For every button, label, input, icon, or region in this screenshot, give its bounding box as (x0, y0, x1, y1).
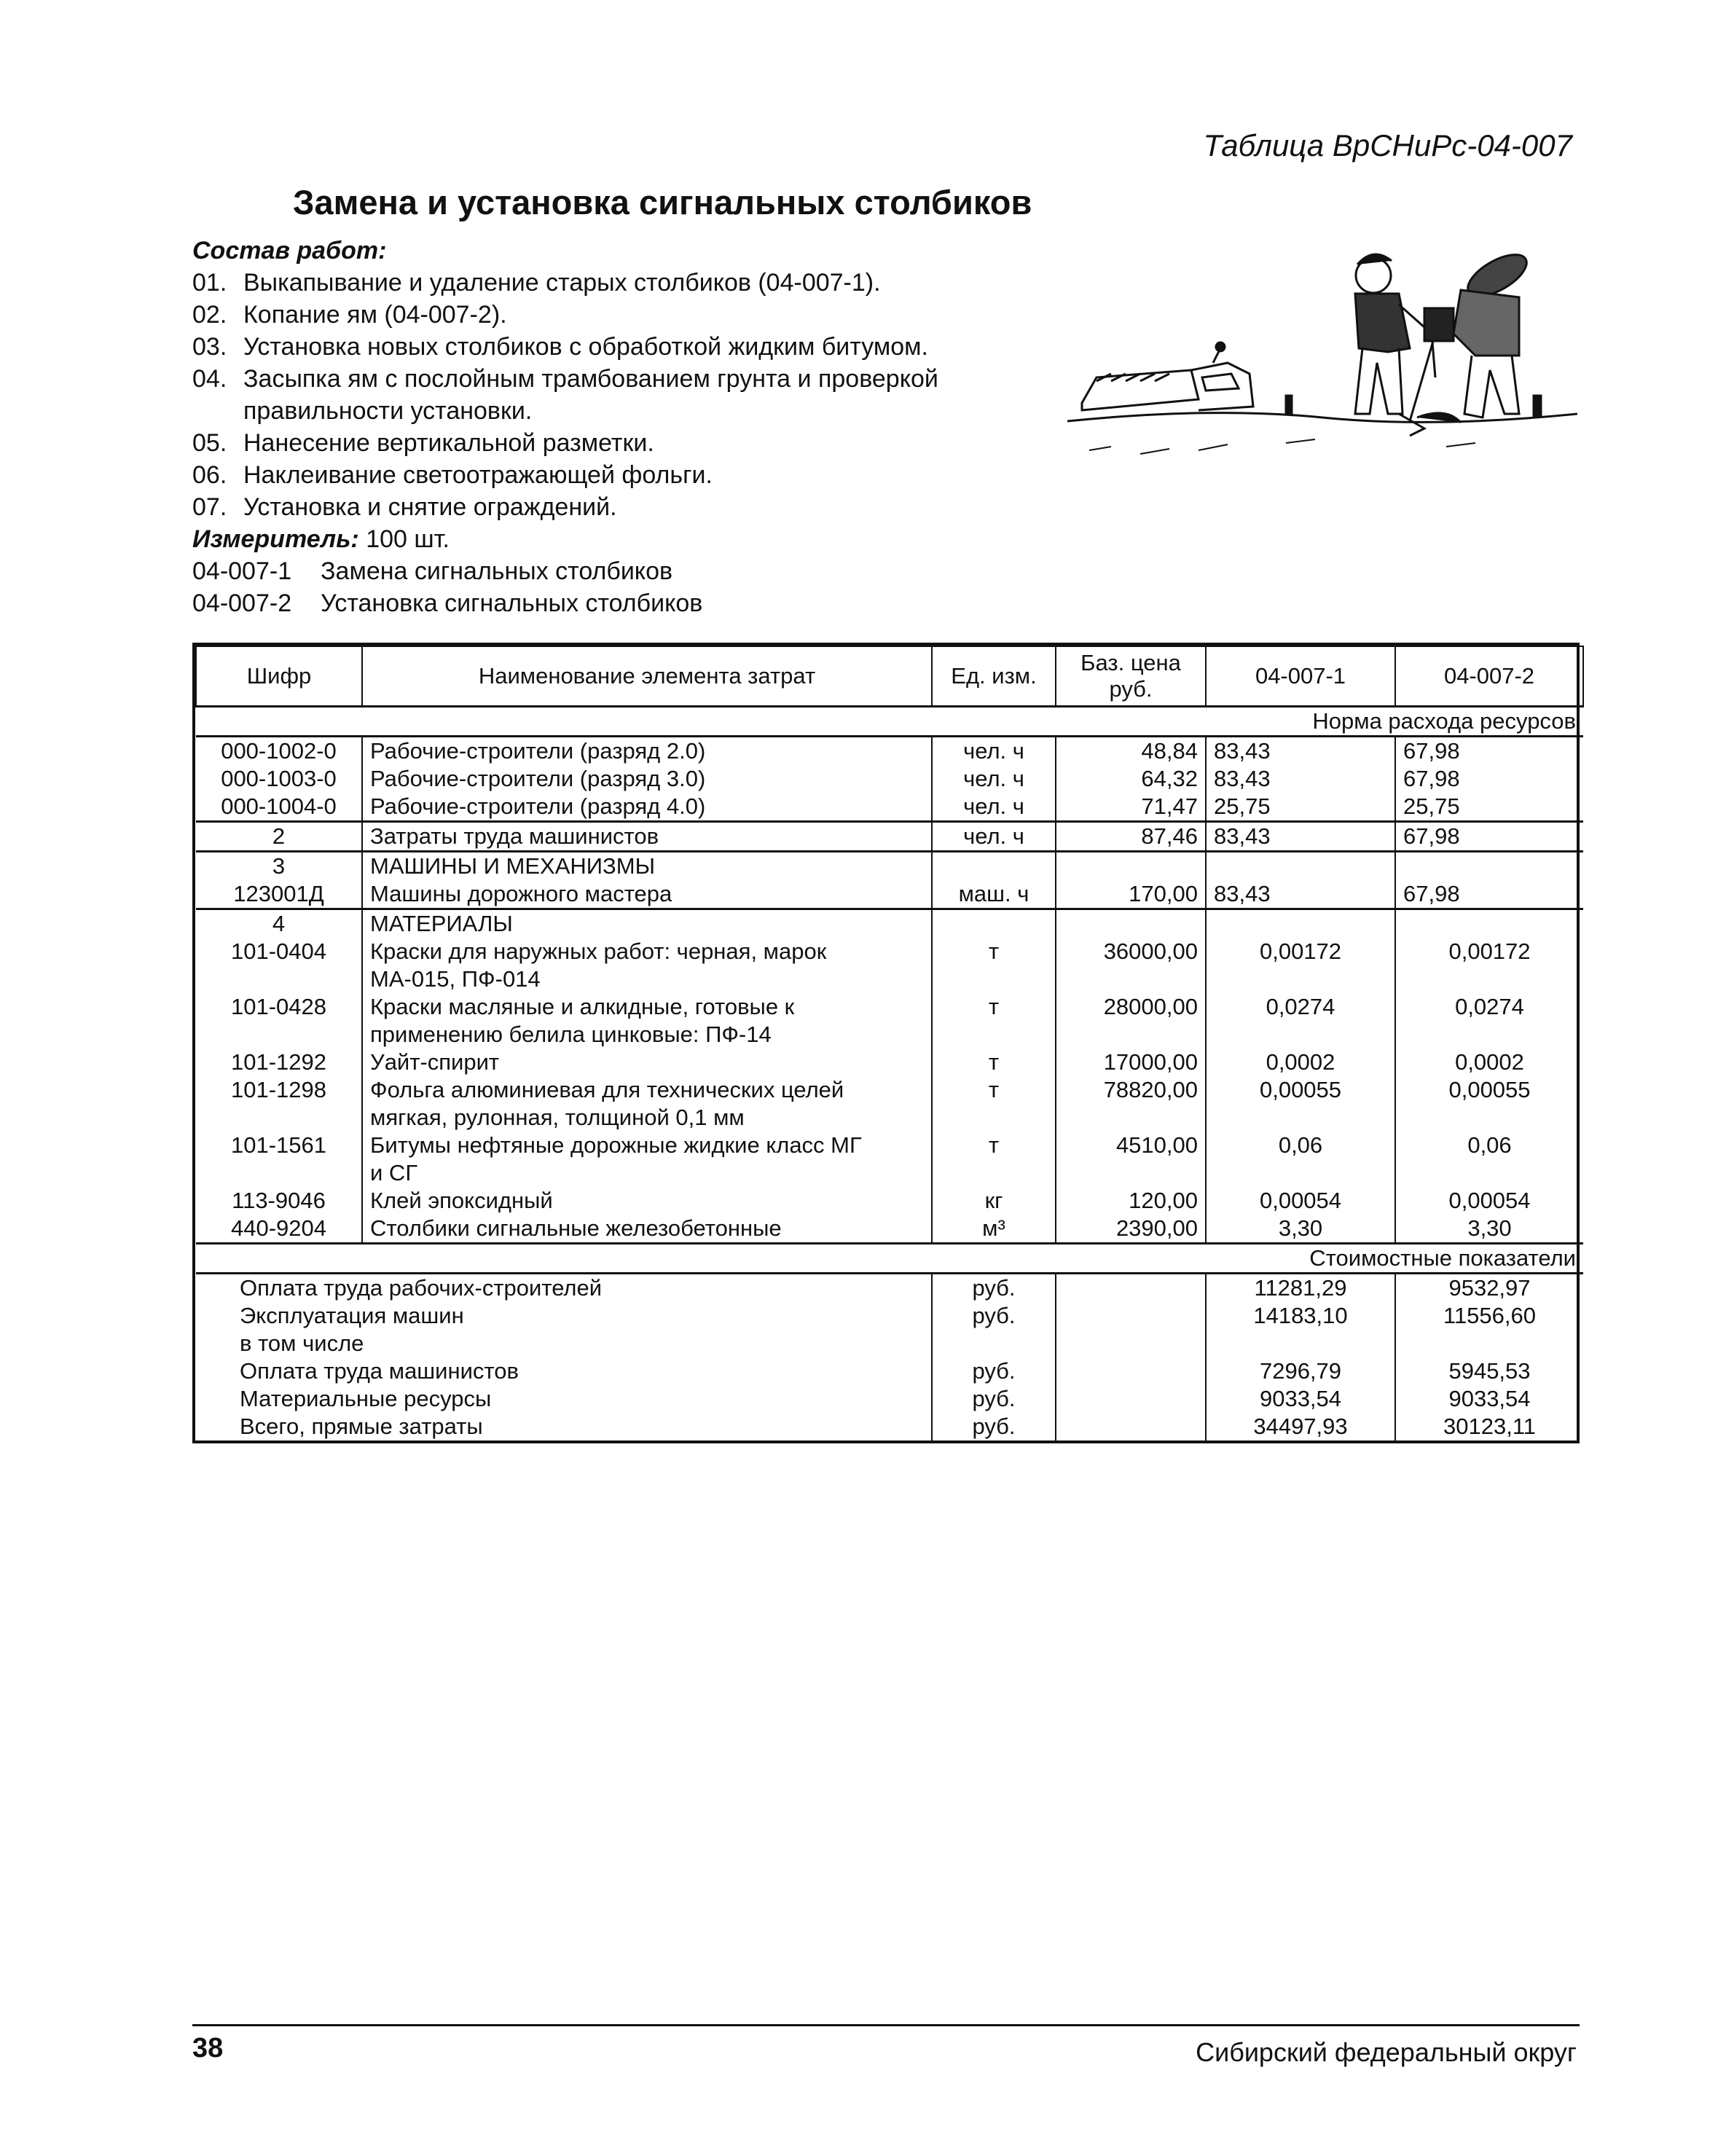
work-item (192, 427, 938, 459)
material-row (196, 1132, 1583, 1187)
row-name-line1: Клей эпоксидный (370, 1188, 553, 1213)
cost-row (196, 1357, 1583, 1385)
row-name-line1: Машины дорожного мастера (370, 881, 672, 906)
row-code: 000-1004-0 (221, 793, 337, 819)
meter-line (192, 523, 938, 555)
row-name-line2: МА-015, ПФ-014 (370, 966, 541, 992)
row-unit: маш. ч (932, 880, 1056, 909)
row-value-1: 83,43 (1206, 765, 1395, 793)
row-price: 87,46 (1056, 822, 1206, 852)
row-price: 2390,00 (1056, 1215, 1206, 1244)
work-item-text: Копание ям (04-007-2). (243, 301, 507, 329)
cost-row (196, 1413, 1583, 1440)
work-item-number: 05. (192, 429, 227, 457)
row-price: 170,00 (1056, 880, 1206, 909)
machinists-row (196, 822, 1583, 852)
row-unit: т (932, 993, 1056, 1048)
section-costs (196, 1244, 1583, 1274)
cost-value-1: 9033,54 (1206, 1385, 1395, 1413)
row-code: 123001Д (233, 881, 324, 906)
row-value-2: 0,0002 (1395, 1048, 1583, 1076)
row-code: 101-0404 (230, 938, 326, 964)
cost-unit (932, 1330, 1056, 1357)
work-item (192, 267, 938, 299)
row-unit: т (932, 1076, 1056, 1132)
empty-cell (1206, 852, 1395, 881)
table-id: Таблица ВрСНиРс-04-007 (1203, 128, 1572, 162)
work-item-text: Нанесение вертикальной разметки. (243, 429, 654, 457)
row-name (362, 793, 932, 822)
row-price: 48,84 (1056, 737, 1206, 766)
section-norms (196, 707, 1583, 737)
empty-cell (1056, 909, 1206, 938)
material-row (196, 1187, 1583, 1215)
measure-item (192, 555, 938, 587)
cost-price-empty (1056, 1330, 1206, 1357)
empty-cell (1395, 909, 1583, 938)
row-unit: кг (932, 1187, 1056, 1215)
measure-list (192, 555, 938, 619)
header-code: Шифр (196, 646, 362, 707)
empty-cell (1056, 852, 1206, 881)
row-code: 000-1003-0 (221, 766, 337, 791)
work-composition-label: Состав работ: (192, 237, 387, 264)
measure-name: Установка сигнальных столбиков (321, 589, 703, 617)
row-price: 17000,00 (1056, 1048, 1206, 1076)
table-body (196, 707, 1583, 1441)
row-name-line1: Краски масляные и алкидные, готовые к (370, 994, 795, 1019)
row-name (362, 880, 932, 909)
row-value-2: 25,75 (1395, 793, 1583, 822)
row-value-2: 67,98 (1395, 822, 1583, 852)
cost-price-empty (1056, 1385, 1206, 1413)
work-list (192, 267, 938, 523)
header-price: Баз. цена руб. (1056, 646, 1206, 707)
cost-value-2: 5945,53 (1395, 1357, 1583, 1385)
row-name (362, 993, 932, 1048)
row-value-1: 83,43 (1206, 880, 1395, 909)
row-name-line1: Краски для наружных работ: черная, марок (370, 938, 827, 964)
material-row (196, 1076, 1583, 1132)
cost-value-1: 11281,29 (1206, 1274, 1395, 1303)
meter-label: Измеритель: (192, 525, 359, 553)
material-row (196, 993, 1583, 1048)
work-description (192, 235, 938, 619)
row-name (362, 938, 932, 993)
cost-unit: руб. (932, 1274, 1056, 1303)
row-unit: чел. ч (932, 793, 1056, 822)
row-code: 440-9204 (230, 1215, 326, 1241)
section-norms-label: Норма расхода ресурсов (196, 707, 1583, 737)
cost-row (196, 1274, 1583, 1303)
row-unit: чел. ч (932, 765, 1056, 793)
row-unit: т (932, 1048, 1056, 1076)
row-unit: чел. ч (932, 822, 1056, 852)
header-col2: 04-007-2 (1395, 646, 1583, 707)
work-item-text: Наклеивание светоотражающей фольги. (243, 461, 713, 489)
cost-row (196, 1302, 1583, 1330)
table-header-row (196, 646, 1583, 707)
work-item-number: 06. (192, 461, 227, 489)
materials-header-row (196, 909, 1583, 938)
row-name (362, 1187, 932, 1215)
empty-cell (1206, 909, 1395, 938)
row-value-1: 83,43 (1206, 822, 1395, 852)
section-name: МАШИНЫ И МЕХАНИЗМЫ (362, 852, 932, 881)
cost-value-1 (1206, 1330, 1395, 1357)
row-code: 2 (272, 823, 286, 849)
row-value-1: 25,75 (1206, 793, 1395, 822)
row-name (362, 822, 932, 852)
work-item (192, 491, 938, 523)
work-item (192, 299, 938, 331)
measure-code: 04-007-1 (192, 557, 292, 585)
row-name-line1: Битумы нефтяные дорожные жидкие класс МГ (370, 1132, 862, 1158)
row-name (362, 1215, 932, 1244)
cost-name: Оплата труда рабочих-строителей (240, 1275, 603, 1301)
work-item-number: 03. (192, 333, 227, 361)
cost-name: Эксплуатация машин (240, 1303, 464, 1328)
row-value-1: 83,43 (1206, 737, 1395, 766)
row-value-2: 0,00054 (1395, 1187, 1583, 1215)
work-item-text: Установка новых столбиков с обработкой жидким битумом. (243, 333, 928, 361)
row-value-1: 0,0002 (1206, 1048, 1395, 1076)
work-item-text: Установка и снятие ограждений. (243, 493, 617, 521)
row-value-1: 0,00054 (1206, 1187, 1395, 1215)
row-value-1: 0,06 (1206, 1132, 1395, 1187)
cost-row (196, 1385, 1583, 1413)
empty-cell (932, 909, 1056, 938)
header-name: Наименование элемента затрат (362, 646, 932, 707)
work-item-continuation (192, 395, 938, 427)
cost-value-1: 34497,93 (1206, 1413, 1395, 1440)
cost-unit: руб. (932, 1357, 1056, 1385)
row-name-line2: применению белила цинковые: ПФ-14 (370, 1022, 772, 1047)
road-workers-illustration (1067, 232, 1577, 494)
row-value-2: 67,98 (1395, 880, 1583, 909)
row-name-line1: Фольга алюминиевая для технических целей (370, 1077, 844, 1102)
row-value-2: 0,0274 (1395, 993, 1583, 1048)
machines-header-row (196, 852, 1583, 881)
row-value-1: 0,00055 (1206, 1076, 1395, 1132)
row-code: 101-1298 (230, 1077, 326, 1102)
row-name (362, 1132, 932, 1187)
section-costs-label: Стоимостные показатели (196, 1244, 1583, 1274)
material-row (196, 1215, 1583, 1244)
cost-price-empty (1056, 1302, 1206, 1330)
cost-value-1: 14183,10 (1206, 1302, 1395, 1330)
row-name (362, 765, 932, 793)
row-value-2: 0,00055 (1395, 1076, 1583, 1132)
cost-value-2: 9033,54 (1395, 1385, 1583, 1413)
work-item-number: 04. (192, 365, 227, 393)
row-unit: м³ (932, 1215, 1056, 1244)
work-item (192, 459, 938, 491)
cost-value-1: 7296,79 (1206, 1357, 1395, 1385)
work-item-number: 02. (192, 301, 227, 329)
row-price: 36000,00 (1056, 938, 1206, 993)
header-col1: 04-007-1 (1206, 646, 1395, 707)
work-item-number: 01. (192, 269, 227, 297)
cost-price-empty (1056, 1413, 1206, 1440)
labor-row (196, 737, 1583, 766)
section-code: 3 (272, 853, 286, 879)
row-code: 113-9046 (232, 1188, 326, 1213)
row-unit: т (932, 1132, 1056, 1187)
cost-price-empty (1056, 1357, 1206, 1385)
section-code: 4 (272, 911, 286, 936)
row-name (362, 737, 932, 766)
labor-row (196, 793, 1583, 822)
page-number: 38 (192, 2033, 224, 2063)
row-name-line1: Столбики сигнальные железобетонные (370, 1215, 782, 1241)
row-value-2: 0,00172 (1395, 938, 1583, 993)
row-value-2: 3,30 (1395, 1215, 1583, 1244)
cost-name: Материальные ресурсы (240, 1386, 492, 1411)
row-value-1: 0,00172 (1206, 938, 1395, 993)
row-name-line1: Рабочие-строители (разряд 2.0) (370, 738, 706, 764)
cost-unit: руб. (932, 1302, 1056, 1330)
footer-region: Сибирский федеральный округ (1196, 2037, 1577, 2067)
cost-table (192, 643, 1580, 1443)
work-item-number: 07. (192, 493, 227, 521)
cost-unit: руб. (932, 1385, 1056, 1413)
row-unit: т (932, 938, 1056, 993)
cost-name: Всего, прямые затраты (240, 1414, 483, 1439)
cost-name: Оплата труда машинистов (240, 1358, 519, 1384)
row-price: 71,47 (1056, 793, 1206, 822)
footer-divider (192, 2024, 1580, 2026)
row-price: 120,00 (1056, 1187, 1206, 1215)
work-item-text-cont: правильности установки. (243, 397, 533, 425)
row-price: 78820,00 (1056, 1076, 1206, 1132)
work-item (192, 363, 938, 395)
row-value-2: 67,98 (1395, 765, 1583, 793)
cost-unit: руб. (932, 1413, 1056, 1440)
row-code: 101-1292 (230, 1049, 326, 1075)
row-value-2: 0,06 (1395, 1132, 1583, 1187)
page-title: Замена и установка сигнальных столбиков (293, 183, 1032, 222)
row-name-line1: Уайт-спирит (370, 1049, 500, 1075)
row-price: 28000,00 (1056, 993, 1206, 1048)
empty-cell (932, 852, 1056, 881)
empty-cell (1395, 852, 1583, 881)
row-code: 101-0428 (230, 994, 326, 1019)
row-name-line1: Рабочие-строители (разряд 4.0) (370, 793, 706, 819)
row-price: 4510,00 (1056, 1132, 1206, 1187)
cost-name: в том числе (240, 1330, 364, 1356)
measure-item (192, 587, 938, 619)
section-name: МАТЕРИАЛЫ (362, 909, 932, 938)
row-code: 101-1561 (230, 1132, 326, 1158)
cost-value-2: 9532,97 (1395, 1274, 1583, 1303)
row-name-line1: Затраты труда машинистов (370, 823, 659, 849)
cost-price-empty (1056, 1274, 1206, 1303)
row-name-line2: и СГ (370, 1160, 418, 1185)
row-name (362, 1076, 932, 1132)
measure-name: Замена сигнальных столбиков (321, 557, 673, 585)
row-value-2: 67,98 (1395, 737, 1583, 766)
header-unit: Ед. изм. (932, 646, 1056, 707)
cost-value-2: 30123,11 (1395, 1413, 1583, 1440)
work-item-text: Засыпка ям с послойным трамбованием грунта и проверкой (243, 365, 938, 393)
measure-code: 04-007-2 (192, 589, 292, 617)
cost-value-2: 11556,60 (1395, 1302, 1583, 1330)
labor-row (196, 765, 1583, 793)
machine-row (196, 880, 1583, 909)
meter-value: 100 шт. (366, 525, 450, 553)
row-unit: чел. ч (932, 737, 1056, 766)
work-item (192, 331, 938, 363)
work-item-text: Выкапывание и удаление старых столбиков (04-007-1). (243, 269, 881, 297)
row-code: 000-1002-0 (221, 738, 337, 764)
cost-row (196, 1330, 1583, 1357)
row-name (362, 1048, 932, 1076)
row-name-line2: мягкая, рулонная, толщиной 0,1 мм (370, 1105, 745, 1130)
row-price: 64,32 (1056, 765, 1206, 793)
row-value-1: 0,0274 (1206, 993, 1395, 1048)
cost-value-2 (1395, 1330, 1583, 1357)
row-name-line1: Рабочие-строители (разряд 3.0) (370, 766, 706, 791)
material-row (196, 1048, 1583, 1076)
row-value-1: 3,30 (1206, 1215, 1395, 1244)
material-row (196, 938, 1583, 993)
